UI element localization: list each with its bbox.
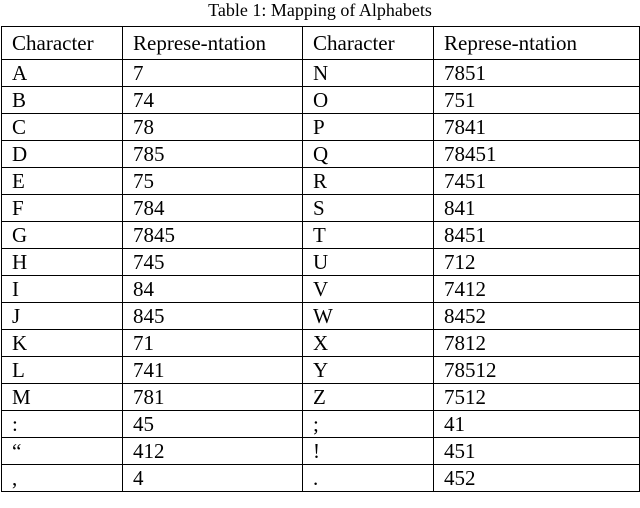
cell-character-1: K xyxy=(2,330,123,357)
cell-character-2: N xyxy=(303,60,434,87)
cell-character-2: ! xyxy=(303,438,434,465)
cell-character-1: E xyxy=(2,168,123,195)
cell-representation-2: 41 xyxy=(434,411,640,438)
cell-representation-1: 785 xyxy=(123,141,303,168)
cell-character-1: A xyxy=(2,60,123,87)
table-row xyxy=(2,222,640,249)
table-row xyxy=(2,168,640,195)
table-caption: Table 1: Mapping of Alphabets xyxy=(208,0,432,20)
cell-representation-1: 741 xyxy=(123,357,303,384)
cell-character-2: Z xyxy=(303,384,434,411)
cell-character-1: G xyxy=(2,222,123,249)
cell-representation-2: 7512 xyxy=(434,384,640,411)
cell-character-1: : xyxy=(2,411,123,438)
table-row xyxy=(2,195,640,222)
cell-representation-2: 78512 xyxy=(434,357,640,384)
table-row xyxy=(2,114,640,141)
cell-character-2: . xyxy=(303,465,434,492)
cell-representation-2: 841 xyxy=(434,195,640,222)
cell-character-1: D xyxy=(2,141,123,168)
table-row xyxy=(2,465,640,492)
cell-character-1: C xyxy=(2,114,123,141)
cell-representation-1: 4 xyxy=(123,465,303,492)
cell-representation-1: 7 xyxy=(123,60,303,87)
cell-character-2: S xyxy=(303,195,434,222)
cell-representation-1: 745 xyxy=(123,249,303,276)
cell-representation-1: 784 xyxy=(123,195,303,222)
cell-representation-1: 74 xyxy=(123,87,303,114)
cell-character-2: Q xyxy=(303,141,434,168)
cell-representation-1: 75 xyxy=(123,168,303,195)
cell-character-2: ; xyxy=(303,411,434,438)
cell-representation-1: 71 xyxy=(123,330,303,357)
table-row xyxy=(2,411,640,438)
cell-character-1: F xyxy=(2,195,123,222)
cell-representation-2: 7451 xyxy=(434,168,640,195)
cell-character-2: R xyxy=(303,168,434,195)
cell-character-1: H xyxy=(2,249,123,276)
cell-character-2: P xyxy=(303,114,434,141)
table-row xyxy=(2,330,640,357)
cell-representation-2: 7812 xyxy=(434,330,640,357)
table-header-row xyxy=(2,27,640,60)
cell-representation-1: 45 xyxy=(123,411,303,438)
cell-character-1: B xyxy=(2,87,123,114)
cell-representation-2: 8451 xyxy=(434,222,640,249)
table-row xyxy=(2,384,640,411)
cell-character-2: X xyxy=(303,330,434,357)
table-row xyxy=(2,438,640,465)
cell-representation-1: 412 xyxy=(123,438,303,465)
cell-character-2: U xyxy=(303,249,434,276)
alphabet-mapping-table xyxy=(1,26,640,492)
cell-representation-2: 712 xyxy=(434,249,640,276)
cell-character-2: T xyxy=(303,222,434,249)
cell-representation-1: 84 xyxy=(123,276,303,303)
cell-character-1: I xyxy=(2,276,123,303)
cell-character-1: M xyxy=(2,384,123,411)
table-row xyxy=(2,87,640,114)
header-representation-1: Represe-ntation xyxy=(123,27,303,60)
cell-representation-1: 845 xyxy=(123,303,303,330)
cell-representation-2: 451 xyxy=(434,438,640,465)
cell-character-1: L xyxy=(2,357,123,384)
cell-representation-1: 781 xyxy=(123,384,303,411)
cell-character-2: Y xyxy=(303,357,434,384)
table-row xyxy=(2,60,640,87)
cell-representation-2: 78451 xyxy=(434,141,640,168)
cell-representation-2: 7851 xyxy=(434,60,640,87)
cell-character-2: O xyxy=(303,87,434,114)
cell-character-2: W xyxy=(303,303,434,330)
cell-character-1: J xyxy=(2,303,123,330)
cell-representation-2: 8452 xyxy=(434,303,640,330)
table-row xyxy=(2,276,640,303)
cell-representation-2: 7841 xyxy=(434,114,640,141)
cell-character-2: V xyxy=(303,276,434,303)
cell-character-1: “ xyxy=(2,438,123,465)
cell-representation-2: 7412 xyxy=(434,276,640,303)
cell-representation-2: 751 xyxy=(434,87,640,114)
table-row xyxy=(2,303,640,330)
table-row xyxy=(2,357,640,384)
header-representation-2: Represe-ntation xyxy=(434,27,640,60)
header-character-1: Character xyxy=(2,27,123,60)
table-row xyxy=(2,249,640,276)
header-character-2: Character xyxy=(303,27,434,60)
cell-character-1: , xyxy=(2,465,123,492)
table-row xyxy=(2,141,640,168)
cell-representation-1: 78 xyxy=(123,114,303,141)
cell-representation-1: 7845 xyxy=(123,222,303,249)
cell-representation-2: 452 xyxy=(434,465,640,492)
